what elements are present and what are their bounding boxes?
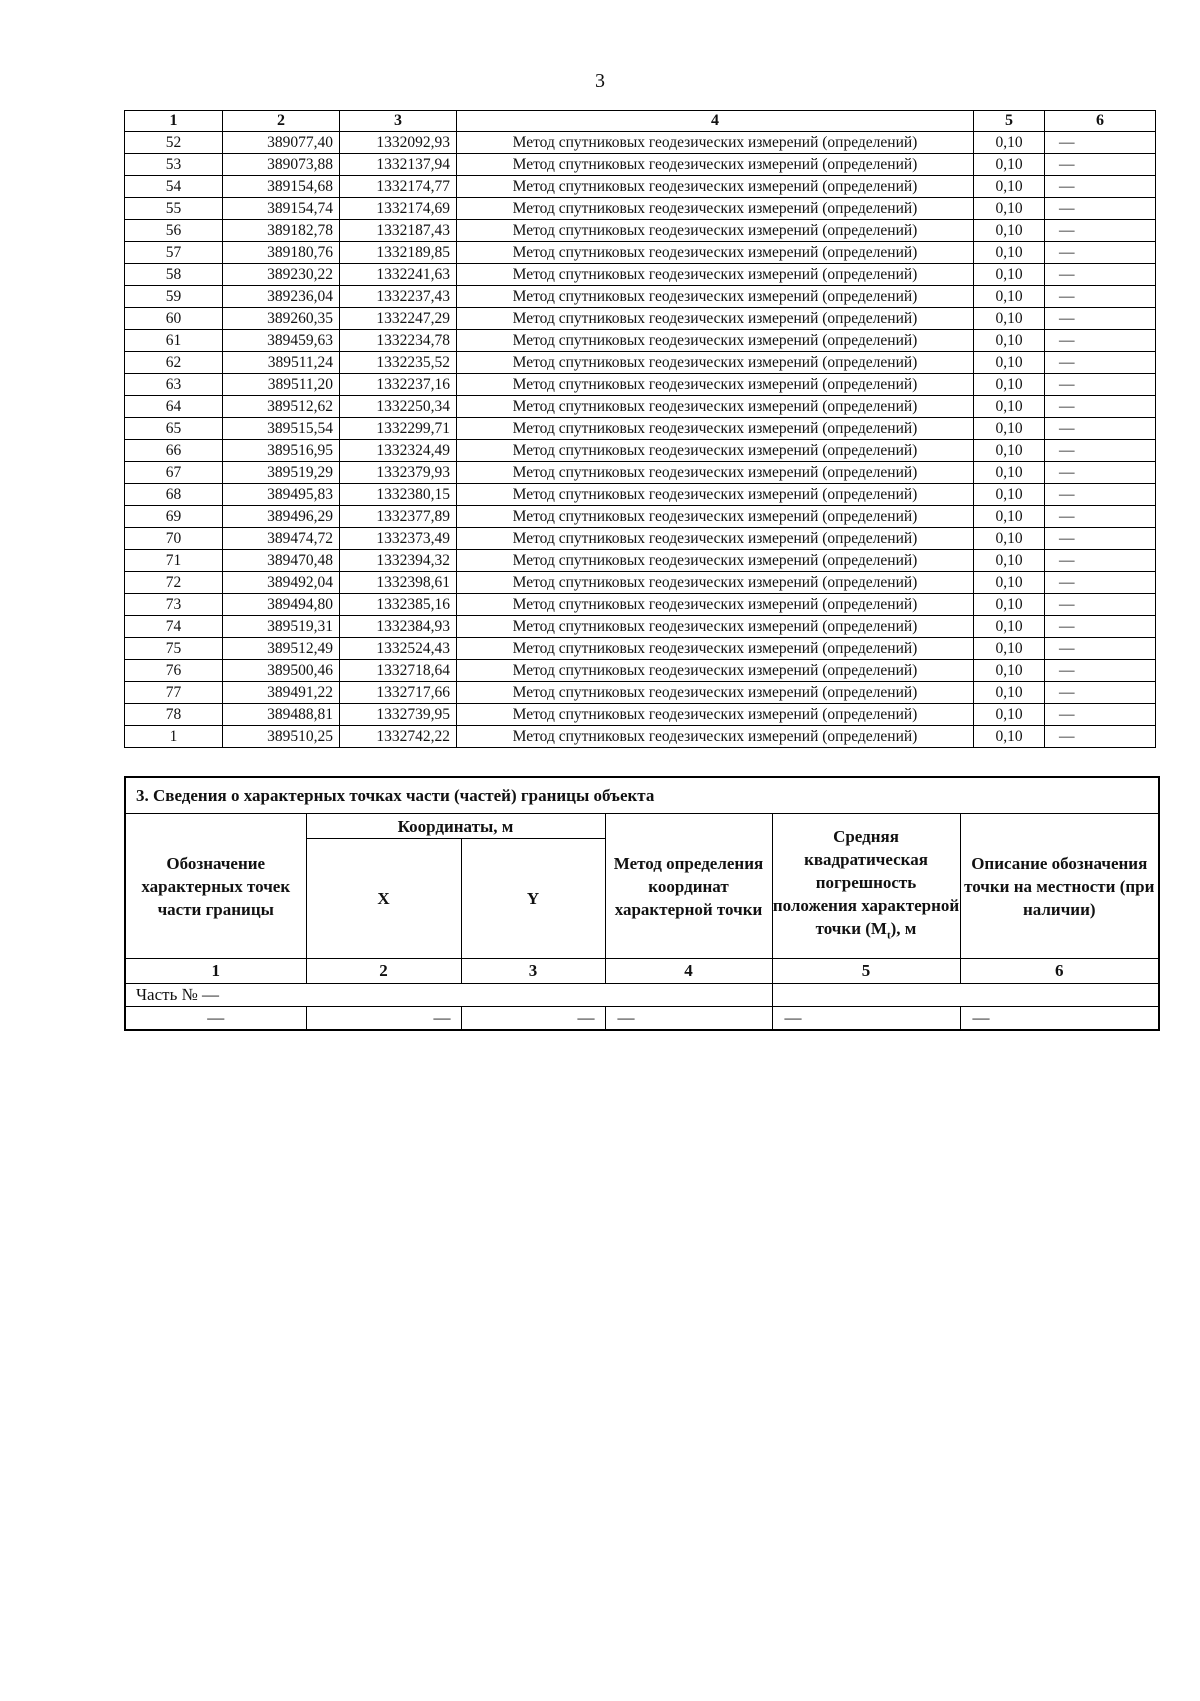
accuracy-cell: 0,10	[974, 550, 1045, 572]
point-number-cell: 74	[125, 616, 223, 638]
part-points-table	[124, 776, 1160, 1031]
column-number: 6	[960, 959, 1159, 984]
point-number-cell: 77	[125, 682, 223, 704]
point-number-cell: 52	[125, 132, 223, 154]
point-number-cell: 56	[125, 220, 223, 242]
point-number-cell: 68	[125, 484, 223, 506]
description-header: Описание обозначения точки на местности (при наличии)	[960, 814, 1159, 959]
header-cell: 6	[1045, 111, 1156, 132]
method-cell: Метод спутниковых геодезических измерений (определений)	[457, 506, 974, 528]
method-cell: Метод спутниковых геодезических измерений (определений)	[457, 264, 974, 286]
table-row	[125, 132, 1156, 154]
table-row	[125, 704, 1156, 726]
accuracy-cell: 0,10	[974, 132, 1045, 154]
x-coordinate-cell: 389180,76	[223, 242, 340, 264]
point-number-cell: 75	[125, 638, 223, 660]
point-number-cell: 1	[125, 726, 223, 748]
table-row	[125, 462, 1156, 484]
y-coordinate-cell: 1332174,69	[340, 198, 457, 220]
method-cell: Метод спутниковых геодезических измерений (определений)	[457, 396, 974, 418]
table-row	[125, 682, 1156, 704]
y-coordinate-cell: 1332241,63	[340, 264, 457, 286]
note-cell: —	[1045, 154, 1156, 176]
accuracy-cell: 0,10	[974, 484, 1045, 506]
column-number: 1	[125, 959, 306, 984]
y-coordinate-cell: 1332189,85	[340, 242, 457, 264]
point-number-cell: 73	[125, 594, 223, 616]
y-coordinate-cell: 1332237,43	[340, 286, 457, 308]
accuracy-cell: 0,10	[974, 616, 1045, 638]
x-coordinate-cell: 389500,46	[223, 660, 340, 682]
x-coordinate-cell: 389495,83	[223, 484, 340, 506]
column-number: 4	[605, 959, 772, 984]
table-row	[125, 726, 1156, 748]
x-coordinate-cell: 389512,49	[223, 638, 340, 660]
method-cell: Метод спутниковых геодезических измерений (определений)	[457, 352, 974, 374]
y-coordinate-cell: 1332379,93	[340, 462, 457, 484]
note-cell: —	[1045, 506, 1156, 528]
x-coordinate-cell: 389519,31	[223, 616, 340, 638]
point-number-cell: 65	[125, 418, 223, 440]
table-row	[125, 440, 1156, 462]
accuracy-cell: 0,10	[974, 330, 1045, 352]
x-coordinate-cell: 389230,22	[223, 264, 340, 286]
accuracy-cell: 0,10	[974, 154, 1045, 176]
table-row	[125, 330, 1156, 352]
note-cell: —	[1045, 528, 1156, 550]
x-coordinate-cell: 389519,29	[223, 462, 340, 484]
x-coordinate-cell: 389488,81	[223, 704, 340, 726]
y-coordinate-cell: 1332739,95	[340, 704, 457, 726]
table-row	[125, 176, 1156, 198]
designation-header: Обозначение характерных точек части границы	[125, 814, 306, 959]
table-row	[125, 528, 1156, 550]
y-coordinate-cell: 1332385,16	[340, 594, 457, 616]
y-coordinate-cell: 1332235,52	[340, 352, 457, 374]
note-cell: —	[1045, 682, 1156, 704]
y-coordinate-cell: 1332187,43	[340, 220, 457, 242]
table-row	[125, 154, 1156, 176]
x-coordinate-cell: 389077,40	[223, 132, 340, 154]
x-coordinate-cell: 389510,25	[223, 726, 340, 748]
y-coordinate-cell: 1332742,22	[340, 726, 457, 748]
note-cell: —	[1045, 220, 1156, 242]
point-number-cell: 69	[125, 506, 223, 528]
note-cell: —	[1045, 352, 1156, 374]
y-coordinate-cell: 1332380,15	[340, 484, 457, 506]
point-number-cell: 53	[125, 154, 223, 176]
coordinates-header: Координаты, м	[306, 814, 605, 839]
note-cell: —	[1045, 594, 1156, 616]
method-cell: Метод спутниковых геодезических измерений (определений)	[457, 440, 974, 462]
note-cell: —	[1045, 418, 1156, 440]
point-number-cell: 70	[125, 528, 223, 550]
point-number-cell: 78	[125, 704, 223, 726]
point-number-cell: 58	[125, 264, 223, 286]
dash-cell: —	[306, 1007, 461, 1031]
header-cell: 3	[340, 111, 457, 132]
header-cell: 5	[974, 111, 1045, 132]
x-coordinate-cell: 389459,63	[223, 330, 340, 352]
point-number-cell: 64	[125, 396, 223, 418]
x-coordinate-cell: 389474,72	[223, 528, 340, 550]
point-number-cell: 61	[125, 330, 223, 352]
accuracy-cell: 0,10	[974, 660, 1045, 682]
table-row	[125, 616, 1156, 638]
y-coordinate-cell: 1332718,64	[340, 660, 457, 682]
x-coordinate-cell: 389260,35	[223, 308, 340, 330]
y-coordinate-cell: 1332377,89	[340, 506, 457, 528]
method-cell: Метод спутниковых геодезических измерений (определений)	[457, 616, 974, 638]
x-coordinate-cell: 389073,88	[223, 154, 340, 176]
y-coordinate-cell: 1332234,78	[340, 330, 457, 352]
point-number-cell: 66	[125, 440, 223, 462]
accuracy-cell: 0,10	[974, 220, 1045, 242]
point-number-cell: 60	[125, 308, 223, 330]
method-cell: Метод спутниковых геодезических измерений (определений)	[457, 308, 974, 330]
method-cell: Метод спутниковых геодезических измерений (определений)	[457, 550, 974, 572]
accuracy-cell: 0,10	[974, 198, 1045, 220]
table-row	[125, 550, 1156, 572]
table-row	[125, 506, 1156, 528]
note-cell: —	[1045, 440, 1156, 462]
accuracy-cell: 0,10	[974, 506, 1045, 528]
note-cell: —	[1045, 396, 1156, 418]
accuracy-cell: 0,10	[974, 176, 1045, 198]
point-number-cell: 59	[125, 286, 223, 308]
accuracy-cell: 0,10	[974, 308, 1045, 330]
note-cell: —	[1045, 660, 1156, 682]
accuracy-cell: 0,10	[974, 286, 1045, 308]
dash-cell: —	[461, 1007, 605, 1031]
method-cell: Метод спутниковых геодезических измерений (определений)	[457, 132, 974, 154]
accuracy-cell: 0,10	[974, 594, 1045, 616]
accuracy-cell: 0,10	[974, 264, 1045, 286]
table-row	[125, 638, 1156, 660]
note-cell: —	[1045, 550, 1156, 572]
note-cell: —	[1045, 264, 1156, 286]
method-cell: Метод спутниковых геодезических измерений (определений)	[457, 220, 974, 242]
note-cell: —	[1045, 572, 1156, 594]
table-row	[125, 396, 1156, 418]
x-coordinate-cell: 389492,04	[223, 572, 340, 594]
dash-cell: —	[605, 1007, 772, 1031]
y-coordinate-cell: 1332299,71	[340, 418, 457, 440]
note-cell: —	[1045, 638, 1156, 660]
table-row	[125, 418, 1156, 440]
method-header: Метод определения координат характерной точки	[605, 814, 772, 959]
section-title: 3. Сведения о характерных точках части (частей) границы объекта	[125, 777, 1159, 814]
accuracy-cell: 0,10	[974, 242, 1045, 264]
column-number-row	[125, 959, 1159, 984]
coordinates-table	[124, 110, 1156, 748]
method-cell: Метод спутниковых геодезических измерений (определений)	[457, 418, 974, 440]
method-cell: Метод спутниковых геодезических измерений (определений)	[457, 484, 974, 506]
point-number-cell: 54	[125, 176, 223, 198]
method-cell: Метод спутниковых геодезических измерений (определений)	[457, 726, 974, 748]
x-coordinate-cell: 389496,29	[223, 506, 340, 528]
x-header: X	[306, 839, 461, 959]
table-row	[125, 286, 1156, 308]
x-coordinate-cell: 389470,48	[223, 550, 340, 572]
point-number-cell: 63	[125, 374, 223, 396]
accuracy-cell: 0,10	[974, 726, 1045, 748]
note-cell: —	[1045, 286, 1156, 308]
header-cell: 2	[223, 111, 340, 132]
method-cell: Метод спутниковых геодезических измерений (определений)	[457, 682, 974, 704]
accuracy-cell: 0,10	[974, 528, 1045, 550]
note-cell: —	[1045, 132, 1156, 154]
note-cell: —	[1045, 726, 1156, 748]
method-cell: Метод спутниковых геодезических измерений (определений)	[457, 286, 974, 308]
y-coordinate-cell: 1332237,16	[340, 374, 457, 396]
y-coordinate-cell: 1332247,29	[340, 308, 457, 330]
point-number-cell: 72	[125, 572, 223, 594]
x-coordinate-cell: 389511,24	[223, 352, 340, 374]
table-row	[125, 374, 1156, 396]
x-coordinate-cell: 389491,22	[223, 682, 340, 704]
method-cell: Метод спутниковых геодезических измерений (определений)	[457, 572, 974, 594]
accuracy-cell: 0,10	[974, 638, 1045, 660]
method-cell: Метод спутниковых геодезических измерений (определений)	[457, 330, 974, 352]
table-row	[125, 242, 1156, 264]
x-coordinate-cell: 389154,68	[223, 176, 340, 198]
column-number: 3	[461, 959, 605, 984]
note-cell: —	[1045, 198, 1156, 220]
column-number: 2	[306, 959, 461, 984]
table-row	[125, 220, 1156, 242]
column-number: 5	[772, 959, 960, 984]
header-cell: 4	[457, 111, 974, 132]
method-cell: Метод спутниковых геодезических измерений (определений)	[457, 528, 974, 550]
x-coordinate-cell: 389154,74	[223, 198, 340, 220]
y-coordinate-cell: 1332394,32	[340, 550, 457, 572]
note-cell: —	[1045, 176, 1156, 198]
header-cell: 1	[125, 111, 223, 132]
coordinates-header-row	[125, 111, 1156, 132]
note-cell: —	[1045, 462, 1156, 484]
accuracy-cell: 0,10	[974, 418, 1045, 440]
y-coordinate-cell: 1332384,93	[340, 616, 457, 638]
table-row	[125, 594, 1156, 616]
x-coordinate-cell: 389516,95	[223, 440, 340, 462]
dash-cell: —	[960, 1007, 1159, 1031]
dash-cell: —	[125, 1007, 306, 1031]
note-cell: —	[1045, 616, 1156, 638]
y-coordinate-cell: 1332137,94	[340, 154, 457, 176]
accuracy-cell: 0,10	[974, 396, 1045, 418]
accuracy-cell: 0,10	[974, 704, 1045, 726]
point-number-cell: 57	[125, 242, 223, 264]
method-cell: Метод спутниковых геодезических измерений (определений)	[457, 374, 974, 396]
y-coordinate-cell: 1332324,49	[340, 440, 457, 462]
note-cell: —	[1045, 704, 1156, 726]
x-coordinate-cell: 389236,04	[223, 286, 340, 308]
method-cell: Метод спутниковых геодезических измерений (определений)	[457, 198, 974, 220]
accuracy-cell: 0,10	[974, 682, 1045, 704]
accuracy-cell: 0,10	[974, 572, 1045, 594]
method-cell: Метод спутниковых геодезических измерений (определений)	[457, 594, 974, 616]
table-row	[125, 572, 1156, 594]
y-header: Y	[461, 839, 605, 959]
note-cell: —	[1045, 308, 1156, 330]
accuracy-cell: 0,10	[974, 352, 1045, 374]
y-coordinate-cell: 1332092,93	[340, 132, 457, 154]
point-number-cell: 55	[125, 198, 223, 220]
y-coordinate-cell: 1332250,34	[340, 396, 457, 418]
accuracy-cell: 0,10	[974, 374, 1045, 396]
dash-row	[125, 1007, 1159, 1031]
table-row	[125, 308, 1156, 330]
y-coordinate-cell: 1332717,66	[340, 682, 457, 704]
x-coordinate-cell: 389515,54	[223, 418, 340, 440]
table-row	[125, 352, 1156, 374]
point-number-cell: 62	[125, 352, 223, 374]
table-row	[125, 264, 1156, 286]
y-coordinate-cell: 1332524,43	[340, 638, 457, 660]
table-row	[125, 660, 1156, 682]
method-cell: Метод спутниковых геодезических измерений (определений)	[457, 704, 974, 726]
method-cell: Метод спутниковых геодезических измерений (определений)	[457, 660, 974, 682]
y-coordinate-cell: 1332373,49	[340, 528, 457, 550]
method-cell: Метод спутниковых геодезических измерений (определений)	[457, 638, 974, 660]
point-number-cell: 67	[125, 462, 223, 484]
y-coordinate-cell: 1332174,77	[340, 176, 457, 198]
method-cell: Метод спутниковых геодезических измерений (определений)	[457, 176, 974, 198]
note-cell: —	[1045, 242, 1156, 264]
note-cell: —	[1045, 484, 1156, 506]
part-label: Часть № —	[125, 984, 772, 1007]
part-row	[125, 984, 1159, 1007]
point-number-cell: 76	[125, 660, 223, 682]
note-cell: —	[1045, 374, 1156, 396]
y-coordinate-cell: 1332398,61	[340, 572, 457, 594]
x-coordinate-cell: 389182,78	[223, 220, 340, 242]
part-empty-cell	[772, 984, 1159, 1007]
x-coordinate-cell: 389512,62	[223, 396, 340, 418]
accuracy-cell: 0,10	[974, 462, 1045, 484]
x-coordinate-cell: 389511,20	[223, 374, 340, 396]
table-row	[125, 198, 1156, 220]
error-header: Средняя квадратическая погрешность положения характерной точки $(M_t)$, м	[772, 814, 960, 959]
x-coordinate-cell: 389494,80	[223, 594, 340, 616]
table-row	[125, 484, 1156, 506]
method-cell: Метод спутниковых геодезических измерений (определений)	[457, 154, 974, 176]
point-number-cell: 71	[125, 550, 223, 572]
note-cell: —	[1045, 330, 1156, 352]
page-number: 3	[595, 70, 605, 92]
accuracy-cell: 0,10	[974, 440, 1045, 462]
dash-cell: —	[772, 1007, 960, 1031]
method-cell: Метод спутниковых геодезических измерений (определений)	[457, 242, 974, 264]
method-cell: Метод спутниковых геодезических измерений (определений)	[457, 462, 974, 484]
